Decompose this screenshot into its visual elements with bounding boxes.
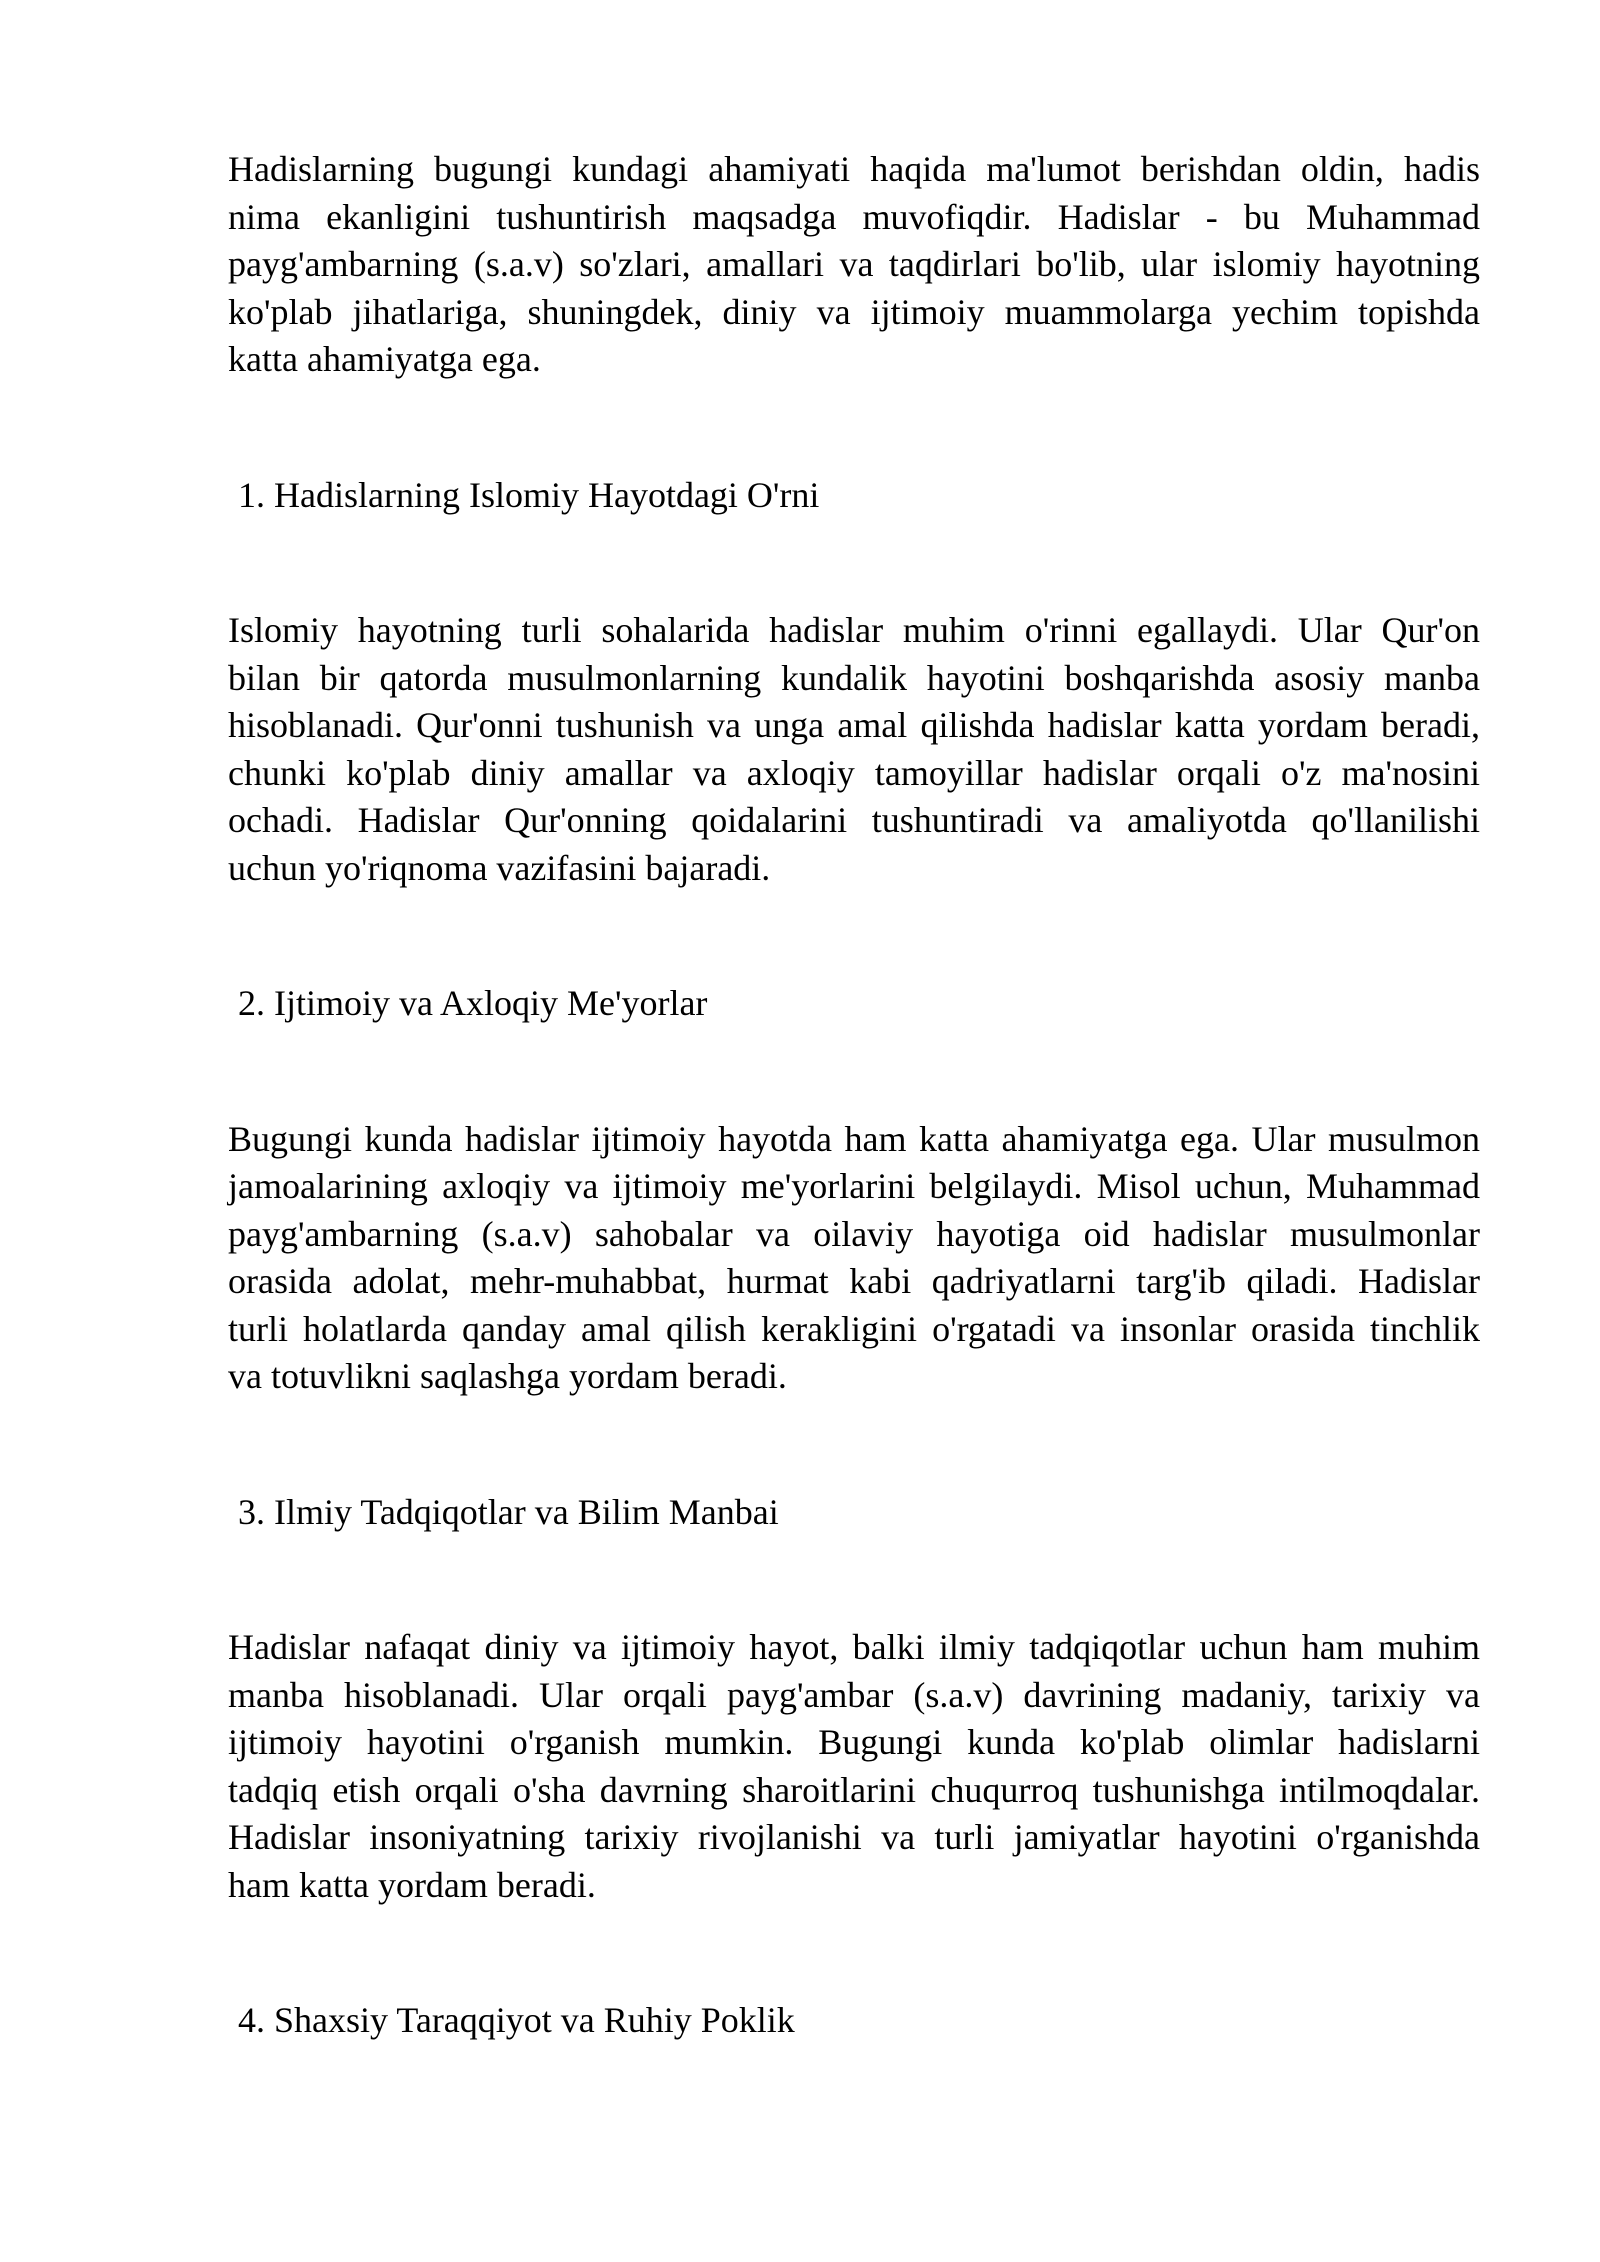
paragraph-line: manba hisoblanadi. Ular orqali payg'ambar (s.a.v) davrining madaniy, tarixiy va: [228, 1674, 1480, 1715]
section-heading: 3. Ilmiy Tadqiqotlar va Bilim Manbai: [238, 1491, 779, 1532]
paragraph-line: ko'plab jihatlariga, shuningdek, diniy va ijtimoiy muammolarga yechim topishda: [228, 291, 1480, 332]
body-paragraph: [228, 146, 1480, 384]
paragraph-line: katta ahamiyatga ega.: [228, 339, 541, 379]
paragraph-line: jamoalarining axloqiy va ijtimoiy me'yorlarini belgilaydi. Misol uchun, Muhammad: [228, 1166, 1480, 1206]
paragraph-line: turli holatlarda qanday amal qilish kerakligini o'rgatadi va insonlar orasida tinchlik: [228, 1308, 1480, 1349]
body-paragraph: [228, 1624, 1480, 1909]
paragraph-line: Islomiy hayotning turli sohalarida hadislar muhim o'rinni egallaydi. Ular Qur'on: [228, 610, 1480, 650]
paragraph-line: payg'ambarning (s.a.v) sahobalar va oilaviy hayotiga oid hadislar musulmonlar: [228, 1213, 1480, 1254]
paragraph-line: chunki ko'plab diniy amallar va axloqiy tamoyillar hadislar orqali o'z ma'nosini: [228, 752, 1480, 793]
paragraph-line: ham katta yordam beradi.: [228, 1864, 596, 1905]
paragraph-line: va totuvlikni saqlashga yordam beradi.: [228, 1356, 787, 1396]
body-paragraph: [228, 1116, 1480, 1401]
paragraph-line: nima ekanligini tushuntirish maqsadga muvofiqdir. Hadislar - bu Muhammad: [228, 196, 1480, 237]
section-heading: 2. Ijtimoiy va Axloqiy Me'yorlar: [238, 983, 708, 1023]
paragraph-line: payg'ambarning (s.a.v) so'zlari, amallari va taqdirlari bo'lib, ular islomiy hayotning: [228, 244, 1480, 284]
section-heading: 1. Hadislarning Islomiy Hayotdagi O'rni: [238, 474, 820, 515]
paragraph-line: Hadislar nafaqat diniy va ijtimoiy hayot, balki ilmiy tadqiqotlar uchun ham muhim: [228, 1627, 1480, 1667]
paragraph-line: ochadi. Hadislar Qur'onning qoidalarini tushuntiradi va amaliyotda qo'llanilishi: [228, 800, 1480, 840]
paragraph-line: Bugungi kunda hadislar ijtimoiy hayotda ham katta ahamiyatga ega. Ular musulmon: [228, 1118, 1480, 1159]
section-heading: 4. Shaxsiy Taraqqiyot va Ruhiy Poklik: [238, 2000, 795, 2040]
paragraph-line: orasida adolat, mehr-muhabbat, hurmat kabi qadriyatlarni targ'ib qiladi. Hadislar: [228, 1261, 1480, 1301]
body-paragraph: [228, 607, 1480, 892]
paragraph-line: uchun yo'riqnoma vazifasini bajaradi.: [228, 847, 771, 888]
paragraph-line: hisoblanadi. Qur'onni tushunish va unga amal qilishda hadislar katta yordam beradi,: [228, 705, 1480, 745]
paragraph-line: Hadislarning bugungi kundagi ahamiyati haqida ma'lumot berishdan oldin, hadis: [228, 149, 1480, 189]
paragraph-line: Hadislar insoniyatning tarixiy rivojlanishi va turli jamiyatlar hayotini o'rganishda: [228, 1817, 1480, 1857]
paragraph-line: tadqiq etish orqali o'sha davrning sharoitlarini chuqurroq tushunishga intilmoqdalar.: [228, 1769, 1480, 1810]
paragraph-line: bilan bir qatorda musulmonlarning kundalik hayotini boshqarishda asosiy manba: [228, 657, 1480, 698]
paragraph-line: ijtimoiy hayotini o'rganish mumkin. Bugungi kunda ko'plab olimlar hadislarni: [228, 1722, 1480, 1762]
